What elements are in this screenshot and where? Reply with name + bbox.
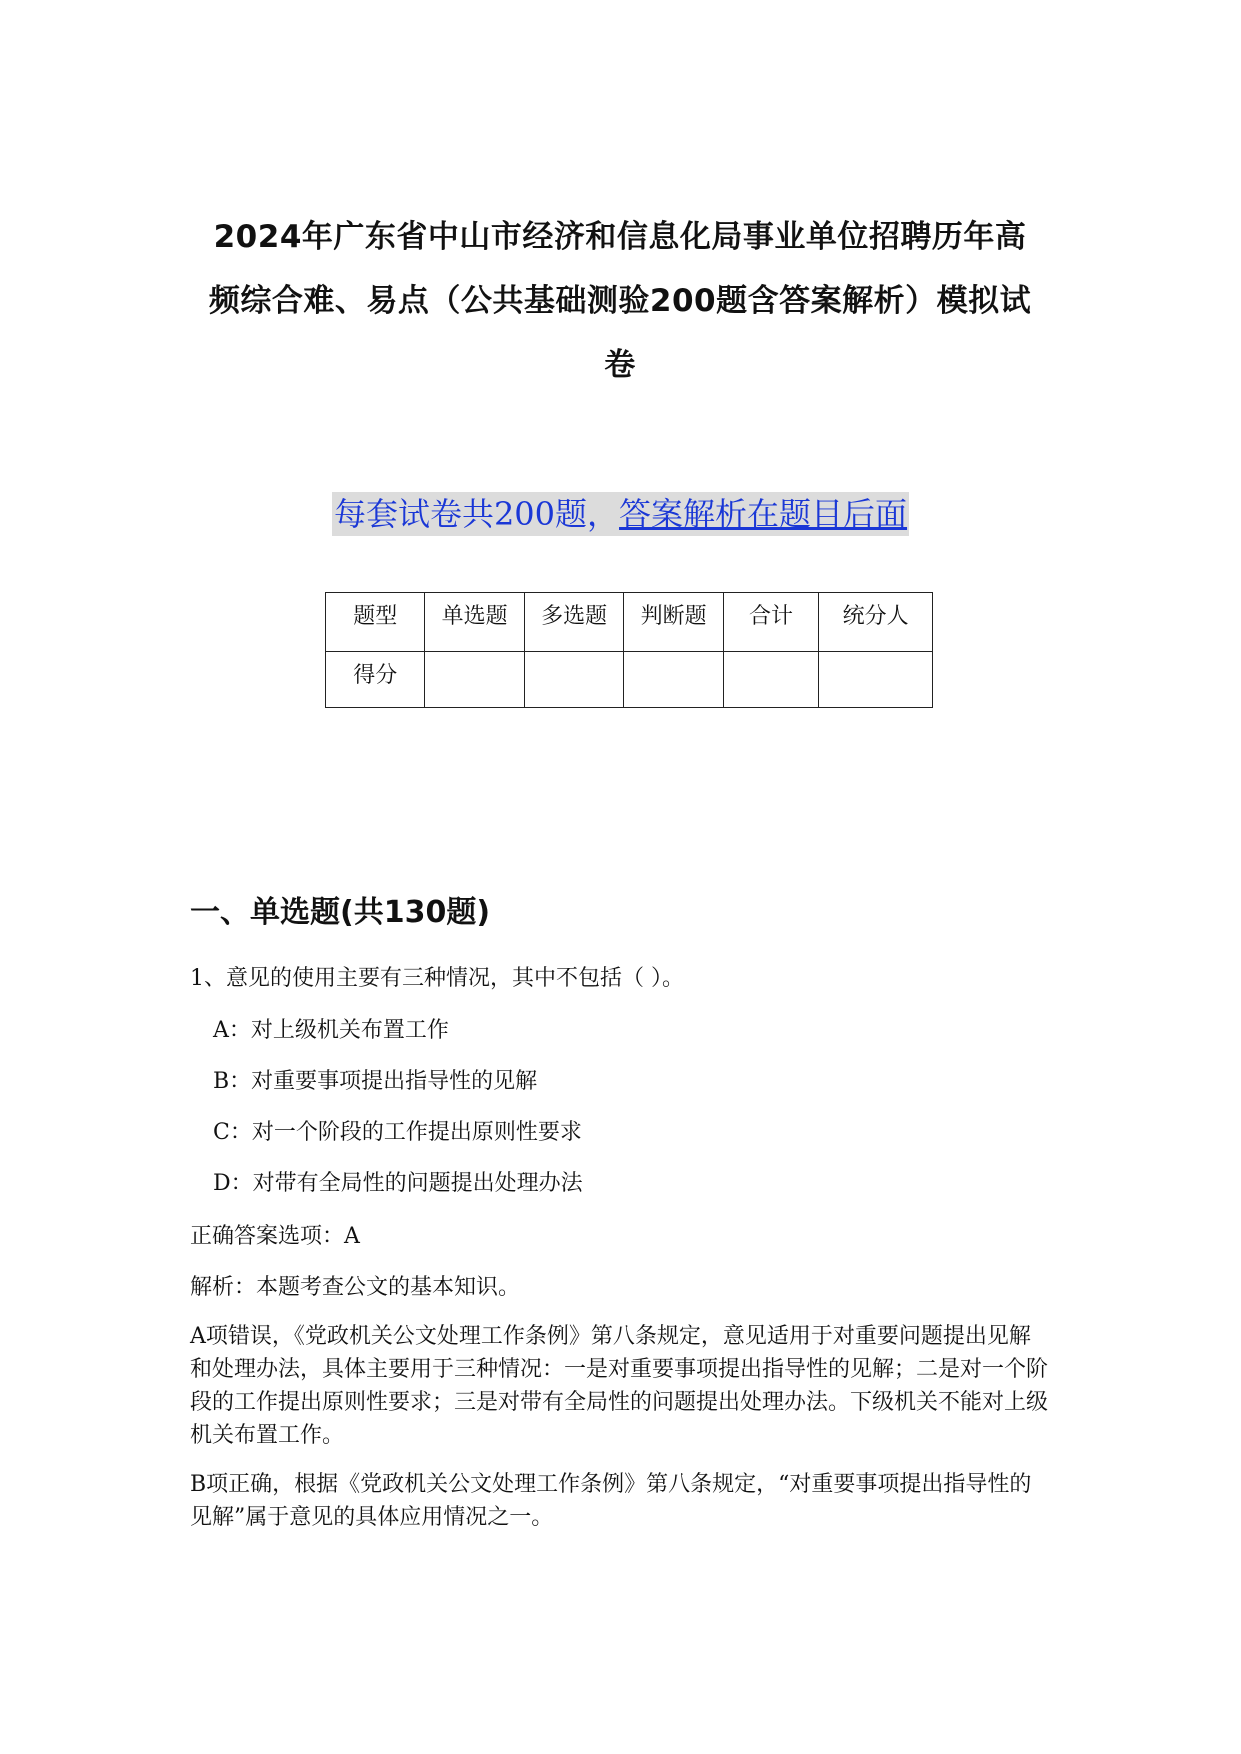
section-heading: 一、单选题(共130题) (190, 895, 491, 930)
header-cell-judge: 判断题 (624, 593, 723, 652)
answer-location-link[interactable]: 答案解析在题目后面 (619, 495, 908, 533)
score-cell-single (425, 652, 524, 708)
title-line-2: 频综合难、易点（公共基础测验200题含答案解析）模拟试 (208, 283, 1032, 319)
score-cell-total (723, 652, 818, 708)
title-line-3: 卷 (604, 347, 636, 383)
score-table-header-row (326, 593, 933, 652)
title-line-1: 2024年广东省中山市经济和信息化局事业单位招聘历年高 (213, 219, 1027, 255)
explanation-a: A项错误，《党政机关公文处理工作条例》第八条规定，意见适用于对重要问题提出见解和处理办法，具体主要用于三种情况：一是对重要事项提出指导性的见解；二是对一个阶段的工作提出原则性要求；三是对带有全局性的问题提出处理办法。下级机关不能对上级机关布置工作。 (190, 1324, 1049, 1448)
row-label-score: 得分 (326, 652, 425, 708)
header-cell-multi: 多选题 (524, 593, 623, 652)
analysis-line: 解析：本题考查公文的基本知识。 (190, 1275, 521, 1300)
banner-text: 每套试卷共200题， (333, 495, 620, 533)
score-cell-scorer (819, 652, 933, 708)
question-text: 1、意见的使用主要有三种情况，其中不包括（ ）。 (190, 966, 684, 991)
option-c: C：对一个阶段的工作提出原则性要求 (213, 1120, 582, 1145)
answer-line: 正确答案选项：A (190, 1224, 360, 1249)
header-cell-scorer: 统分人 (819, 593, 933, 652)
score-table (325, 592, 933, 708)
header-cell-single: 单选题 (425, 593, 524, 652)
option-b: B：对重要事项提出指导性的见解 (213, 1069, 538, 1094)
score-cell-judge (624, 652, 723, 708)
score-cell-multi (524, 652, 623, 708)
option-d: D：对带有全局性的问题提出处理办法 (213, 1171, 583, 1196)
banner-row (0, 492, 1241, 536)
option-a: A：对上级机关布置工作 (213, 1018, 449, 1043)
score-table-score-row (326, 652, 933, 708)
header-cell-type: 题型 (326, 593, 425, 652)
info-banner (332, 492, 909, 536)
header-cell-total: 合计 (723, 593, 818, 652)
document-title (180, 205, 1060, 397)
explanation-b: B项正确，根据《党政机关公文处理工作条例》第八条规定，“对重要事项提出指导性的见解”属于意见的具体应用情况之一。 (190, 1472, 1032, 1530)
